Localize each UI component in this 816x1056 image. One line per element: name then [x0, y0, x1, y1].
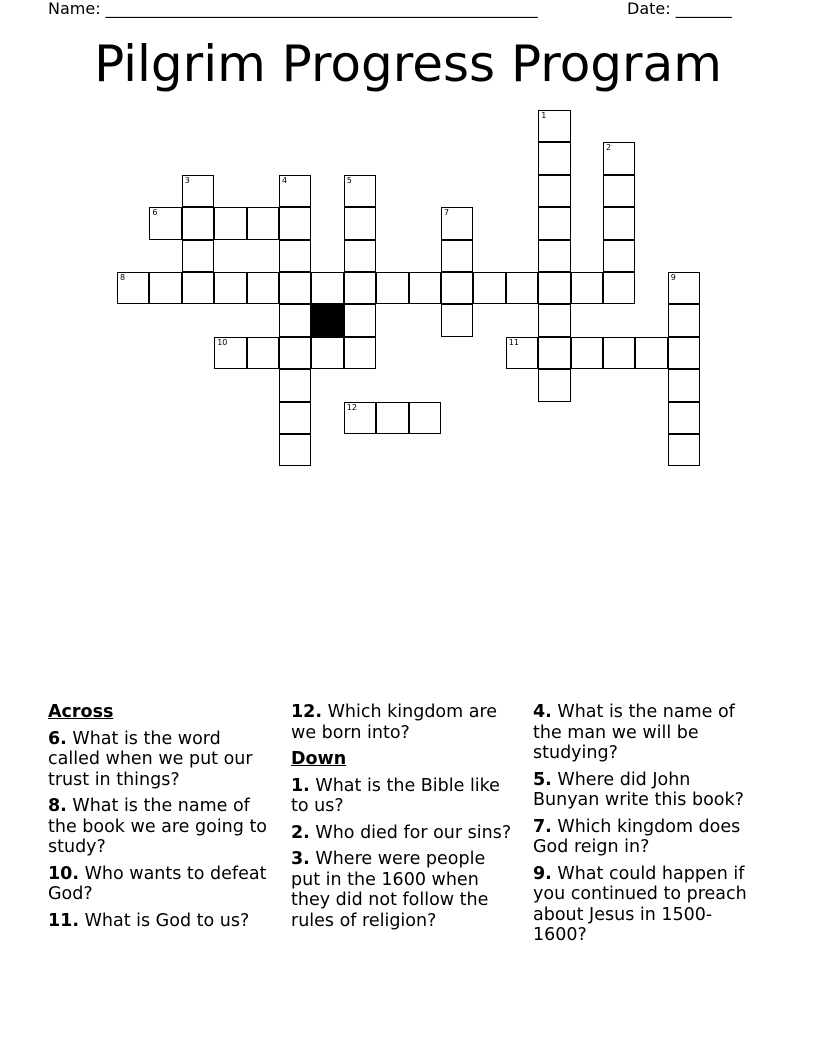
cell-number: 4	[282, 175, 288, 185]
crossword-cell[interactable]	[344, 304, 376, 336]
crossword-cell[interactable]	[571, 337, 603, 369]
clue-number: 10.	[48, 863, 80, 884]
clue-down-4	[533, 702, 758, 764]
crossword-cell[interactable]	[668, 272, 700, 304]
cell-number: 9	[670, 273, 676, 282]
crossword-cell[interactable]	[603, 207, 635, 239]
crossword-cell[interactable]	[344, 207, 376, 239]
crossword-cell[interactable]	[279, 304, 311, 336]
crossword-cell[interactable]	[441, 240, 473, 272]
crossword-cell[interactable]	[247, 272, 279, 304]
clue-across-11	[48, 911, 273, 932]
crossword-cell[interactable]	[538, 175, 570, 207]
clue-number: 6.	[48, 728, 67, 749]
crossword-cell[interactable]	[441, 207, 473, 239]
clue-text: Who wants to defeat God?	[48, 863, 267, 904]
name-line: Name: ______________________________________________________	[48, 0, 538, 18]
clue-number: 3.	[291, 849, 310, 869]
across-heading: Across	[48, 702, 114, 722]
crossword-cell[interactable]	[668, 337, 700, 369]
clues-column-3	[533, 702, 758, 952]
crossword-cell[interactable]	[344, 402, 376, 434]
clue-text: What is the Bible like to us?	[291, 775, 500, 816]
clue-number: 11.	[48, 910, 80, 931]
crossword-cell[interactable]	[441, 272, 473, 304]
crossword-cell[interactable]	[571, 272, 603, 304]
clue-text: Which kingdom are we born into?	[291, 702, 498, 743]
crossword-cell[interactable]	[279, 272, 311, 304]
crossword-cell[interactable]	[214, 207, 246, 239]
blocked-cell	[311, 304, 343, 336]
clues-column-1	[48, 702, 273, 937]
crossword-cell[interactable]	[538, 110, 570, 142]
clue-text: What could happen if you continued to preach about Jesus in 1500-1600?	[533, 863, 747, 945]
crossword-cell[interactable]	[279, 175, 311, 207]
cell-number: 10	[217, 337, 228, 347]
crossword-cell[interactable]	[603, 272, 635, 304]
clue-number: 8.	[48, 796, 67, 816]
clue-number: 7.	[533, 816, 552, 837]
clue-down-5	[533, 770, 758, 811]
clues-column-2	[291, 702, 516, 937]
clue-text: What is God to us?	[84, 910, 250, 931]
crossword-cell[interactable]	[668, 369, 700, 401]
crossword-cell[interactable]	[279, 402, 311, 434]
clue-number: 2.	[291, 822, 310, 843]
cell-number: 2	[606, 143, 612, 153]
clue-text: Which kingdom does God reign in?	[533, 816, 741, 857]
crossword-cell[interactable]	[603, 175, 635, 207]
crossword-cell[interactable]	[344, 175, 376, 207]
cell-number: 6	[152, 208, 158, 218]
crossword-cell[interactable]	[182, 240, 214, 272]
crossword-cell[interactable]	[538, 369, 570, 401]
clue-down-7	[533, 817, 758, 858]
cell-number: 8	[120, 273, 126, 282]
crossword-cell[interactable]	[538, 240, 570, 272]
clue-text: Who died for our sins?	[315, 822, 512, 843]
crossword-cell[interactable]	[279, 369, 311, 401]
down-heading: Down	[291, 749, 347, 769]
cell-number: 11	[508, 337, 519, 347]
crossword-cell[interactable]	[149, 207, 181, 239]
clue-text: Where did John Bunyan write this book?	[533, 769, 744, 810]
crossword-cell[interactable]	[376, 402, 408, 434]
crossword-cell[interactable]	[603, 240, 635, 272]
crossword-grid	[0, 0, 816, 480]
crossword-cell[interactable]	[182, 207, 214, 239]
crossword-cell[interactable]	[311, 337, 343, 369]
clue-across-10	[48, 864, 273, 905]
crossword-cell[interactable]	[441, 304, 473, 336]
page-title: Pilgrim Progress Program	[94, 35, 722, 93]
crossword-cell[interactable]	[247, 207, 279, 239]
crossword-cell[interactable]	[376, 272, 408, 304]
crossword-cell[interactable]	[311, 272, 343, 304]
clue-across-12	[291, 702, 516, 743]
crossword-cell[interactable]	[506, 337, 538, 369]
cell-number: 1	[541, 111, 547, 120]
clue-down-2	[291, 823, 516, 844]
crossword-cell[interactable]	[409, 402, 441, 434]
clue-number: 4.	[533, 702, 552, 722]
clue-number: 9.	[533, 863, 552, 884]
crossword-cell[interactable]	[538, 272, 570, 304]
crossword-cell[interactable]	[668, 434, 700, 466]
cell-number: 3	[184, 175, 190, 185]
crossword-cell[interactable]	[117, 272, 149, 304]
clue-down-1	[291, 776, 516, 817]
clue-text: What is the word called when we put our trust in things?	[48, 728, 253, 790]
crossword-cell[interactable]	[538, 304, 570, 336]
crossword-cell[interactable]	[344, 240, 376, 272]
crossword-cell[interactable]	[279, 337, 311, 369]
crossword-cell[interactable]	[344, 272, 376, 304]
crossword-cell[interactable]	[603, 142, 635, 174]
crossword-cell[interactable]	[635, 337, 667, 369]
clue-down-9	[533, 864, 758, 946]
clue-down-3	[291, 849, 516, 931]
crossword-cell[interactable]	[279, 240, 311, 272]
crossword-cell[interactable]	[668, 402, 700, 434]
crossword-cell[interactable]	[149, 272, 181, 304]
crossword-cell[interactable]	[538, 142, 570, 174]
crossword-cell[interactable]	[214, 337, 246, 369]
clue-across-6	[48, 729, 273, 791]
clue-number: 12.	[291, 702, 323, 722]
crossword-cell[interactable]	[409, 272, 441, 304]
crossword-cell[interactable]	[538, 207, 570, 239]
crossword-cell[interactable]	[603, 337, 635, 369]
crossword-cell[interactable]	[538, 337, 570, 369]
crossword-cell[interactable]	[182, 175, 214, 207]
crossword-cell[interactable]	[279, 207, 311, 239]
clue-text: What is the name of the man we will be studying?	[533, 702, 735, 763]
crossword-cell[interactable]	[214, 272, 246, 304]
clue-across-8	[48, 796, 273, 858]
crossword-cell[interactable]	[182, 272, 214, 304]
clue-text: Where were people put in the 1600 when they did not follow the rules of religion?	[291, 849, 489, 931]
cell-number: 5	[346, 175, 352, 185]
cell-number: 12	[346, 402, 357, 412]
clue-number: 5.	[533, 769, 552, 790]
crossword-cell[interactable]	[668, 304, 700, 336]
crossword-cell[interactable]	[279, 434, 311, 466]
clue-text: What is the name of the book we are going to study?	[48, 796, 268, 857]
crossword-cell[interactable]	[473, 272, 505, 304]
cell-number: 7	[444, 208, 450, 218]
crossword-cell[interactable]	[506, 272, 538, 304]
crossword-cell[interactable]	[247, 337, 279, 369]
crossword-cell[interactable]	[344, 337, 376, 369]
clue-number: 1.	[291, 775, 310, 796]
date-line: Date: _______	[627, 0, 732, 18]
